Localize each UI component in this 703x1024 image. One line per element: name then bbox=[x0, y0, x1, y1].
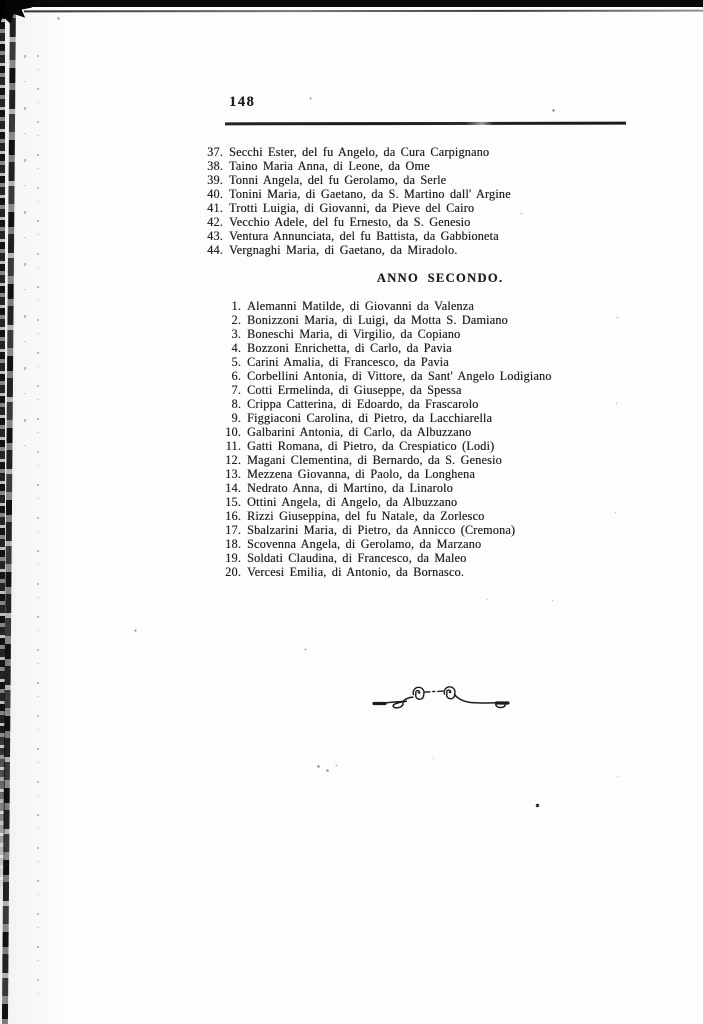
entry-text: Sbalzarini Maria, di Pietro, da Annicco (Cremona) bbox=[247, 523, 516, 537]
entry-number: 43. bbox=[207, 229, 223, 243]
entry-number: 11. bbox=[225, 439, 241, 453]
list-entry bbox=[200, 188, 511, 202]
entry-text: Crippa Catterina, di Edoardo, da Frascarolo bbox=[247, 397, 479, 411]
list-entry bbox=[200, 216, 511, 230]
entry-number: 20. bbox=[225, 565, 241, 579]
entry-text: Ventura Annunciata, del fu Battista, da Gabbioneta bbox=[229, 229, 499, 243]
entry-text: Rizzi Giuseppina, del fu Natale, da Zorlesco bbox=[247, 509, 485, 523]
entry-text: Trotti Luigia, di Giovanni, da Pieve del Cairo bbox=[229, 201, 475, 215]
entry-text: Mezzena Giovanna, di Paolo, da Longhena bbox=[247, 467, 475, 481]
entry-number: 2. bbox=[231, 313, 241, 327]
list-entry bbox=[218, 440, 552, 454]
list-entry bbox=[218, 552, 552, 566]
list-entry bbox=[200, 230, 511, 244]
entry-number: 1. bbox=[231, 299, 241, 313]
entry-text: Figgiaconi Carolina, di Pietro, da Lacchiarella bbox=[247, 411, 493, 425]
header-rule bbox=[225, 122, 626, 125]
entry-number: 12. bbox=[225, 453, 241, 467]
list-entry bbox=[200, 244, 511, 258]
list-entry bbox=[218, 370, 552, 384]
entry-text: Corbellini Antonia, di Vittore, da Sant' Angelo Lodigiano bbox=[247, 369, 552, 383]
entry-text: Vercesi Emilia, di Antonio, da Bornasco. bbox=[247, 565, 465, 579]
list-entry bbox=[218, 566, 552, 580]
list-entry bbox=[218, 412, 552, 426]
entry-number: 6. bbox=[231, 369, 241, 383]
entry-text: Boneschi Maria, di Virgilio, da Copiano bbox=[247, 327, 461, 341]
entry-text: Bonizzoni Maria, di Luigi, da Motta S. Damiano bbox=[247, 313, 508, 327]
scan-edge-top bbox=[0, 0, 703, 7]
list-entry bbox=[218, 384, 552, 398]
entry-text: Taino Maria Anna, di Leone, da Ome bbox=[229, 159, 430, 173]
entry-text: Ottini Angela, di Angelo, da Albuzzano bbox=[247, 495, 458, 509]
section-heading: ANNO SECONDO. bbox=[376, 271, 504, 285]
list-entry bbox=[218, 468, 552, 482]
list-entry bbox=[218, 300, 552, 314]
list-entry bbox=[218, 454, 552, 468]
entry-text: Scovenna Angela, di Gerolamo, da Marzano bbox=[247, 537, 482, 551]
list-entry bbox=[200, 174, 511, 188]
entry-number: 16. bbox=[225, 509, 241, 523]
entry-number: 44. bbox=[207, 243, 223, 257]
list-entry bbox=[218, 398, 552, 412]
entry-number: 17. bbox=[225, 523, 241, 537]
entry-number: 15. bbox=[225, 495, 241, 509]
entry-text: Tonini Maria, di Gaetano, da S. Martino dall' Argine bbox=[229, 187, 511, 201]
entry-number: 38. bbox=[207, 159, 223, 173]
list-entry bbox=[218, 426, 552, 440]
binding-dash-marks bbox=[24, 55, 26, 455]
list-entry bbox=[218, 328, 552, 342]
list-entry bbox=[200, 160, 511, 174]
binding-dotted-line bbox=[37, 55, 39, 1005]
entry-number: 8. bbox=[231, 397, 241, 411]
list-entry bbox=[218, 524, 552, 538]
list-entry bbox=[218, 342, 552, 356]
list-entry bbox=[200, 202, 511, 216]
scan-speckles bbox=[0, 0, 1, 1]
entry-number: 4. bbox=[231, 341, 241, 355]
flourish-ornament-icon bbox=[371, 685, 511, 711]
list-entry bbox=[218, 482, 552, 496]
entry-text: Carini Amalia, di Francesco, da Pavia bbox=[247, 355, 449, 369]
entry-number: 19. bbox=[225, 551, 241, 565]
entry-text: Cotti Ermelinda, di Giuseppe, da Spessa bbox=[247, 383, 462, 397]
entry-text: Vecchio Adele, del fu Ernesto, da S. Genesio bbox=[229, 215, 471, 229]
entry-number: 9. bbox=[231, 411, 241, 425]
entry-text: Galbarini Antonia, di Carlo, da Albuzzano bbox=[247, 425, 472, 439]
entry-list-continued bbox=[200, 146, 511, 258]
entry-text: Nedrato Anna, di Martino, da Linarolo bbox=[247, 481, 453, 495]
entry-number: 10. bbox=[225, 425, 241, 439]
entry-text: Vergnaghi Maria, di Gaetano, da Miradolo. bbox=[229, 243, 458, 257]
scan-edge-line bbox=[24, 10, 703, 13]
list-entry bbox=[218, 496, 552, 510]
list-entry bbox=[218, 510, 552, 524]
entry-number: 7. bbox=[231, 383, 241, 397]
entry-text: Alemanni Matilde, di Giovanni da Valenza bbox=[247, 299, 474, 313]
entry-number: 37. bbox=[207, 145, 223, 159]
entry-text: Tonni Angela, del fu Gerolamo, da Serle bbox=[229, 173, 447, 187]
page-number: 148 bbox=[229, 94, 256, 110]
entry-text: Soldati Claudina, di Francesco, da Maleo bbox=[247, 551, 467, 565]
entry-number: 41. bbox=[207, 201, 223, 215]
entry-list-second-year bbox=[218, 300, 552, 580]
entry-number: 39. bbox=[207, 173, 223, 187]
entry-number: 5. bbox=[231, 355, 241, 369]
entry-text: Magani Clementina, di Bernardo, da S. Genesio bbox=[247, 453, 502, 467]
entry-number: 18. bbox=[225, 537, 241, 551]
entry-number: 42. bbox=[207, 215, 223, 229]
list-entry bbox=[218, 538, 552, 552]
entry-number: 3. bbox=[231, 327, 241, 341]
entry-text: Secchi Ester, del fu Angelo, da Cura Carpignano bbox=[229, 145, 490, 159]
list-entry bbox=[218, 356, 552, 370]
list-entry bbox=[218, 314, 552, 328]
entry-text: Gatti Romana, di Pietro, da Crespiatico (Lodi) bbox=[247, 439, 495, 453]
list-entry bbox=[200, 146, 511, 160]
entry-number: 13. bbox=[225, 467, 241, 481]
entry-text: Bozzoni Enrichetta, di Carlo, da Pavia bbox=[247, 341, 452, 355]
entry-number: 14. bbox=[225, 481, 241, 495]
entry-number: 40. bbox=[207, 187, 223, 201]
